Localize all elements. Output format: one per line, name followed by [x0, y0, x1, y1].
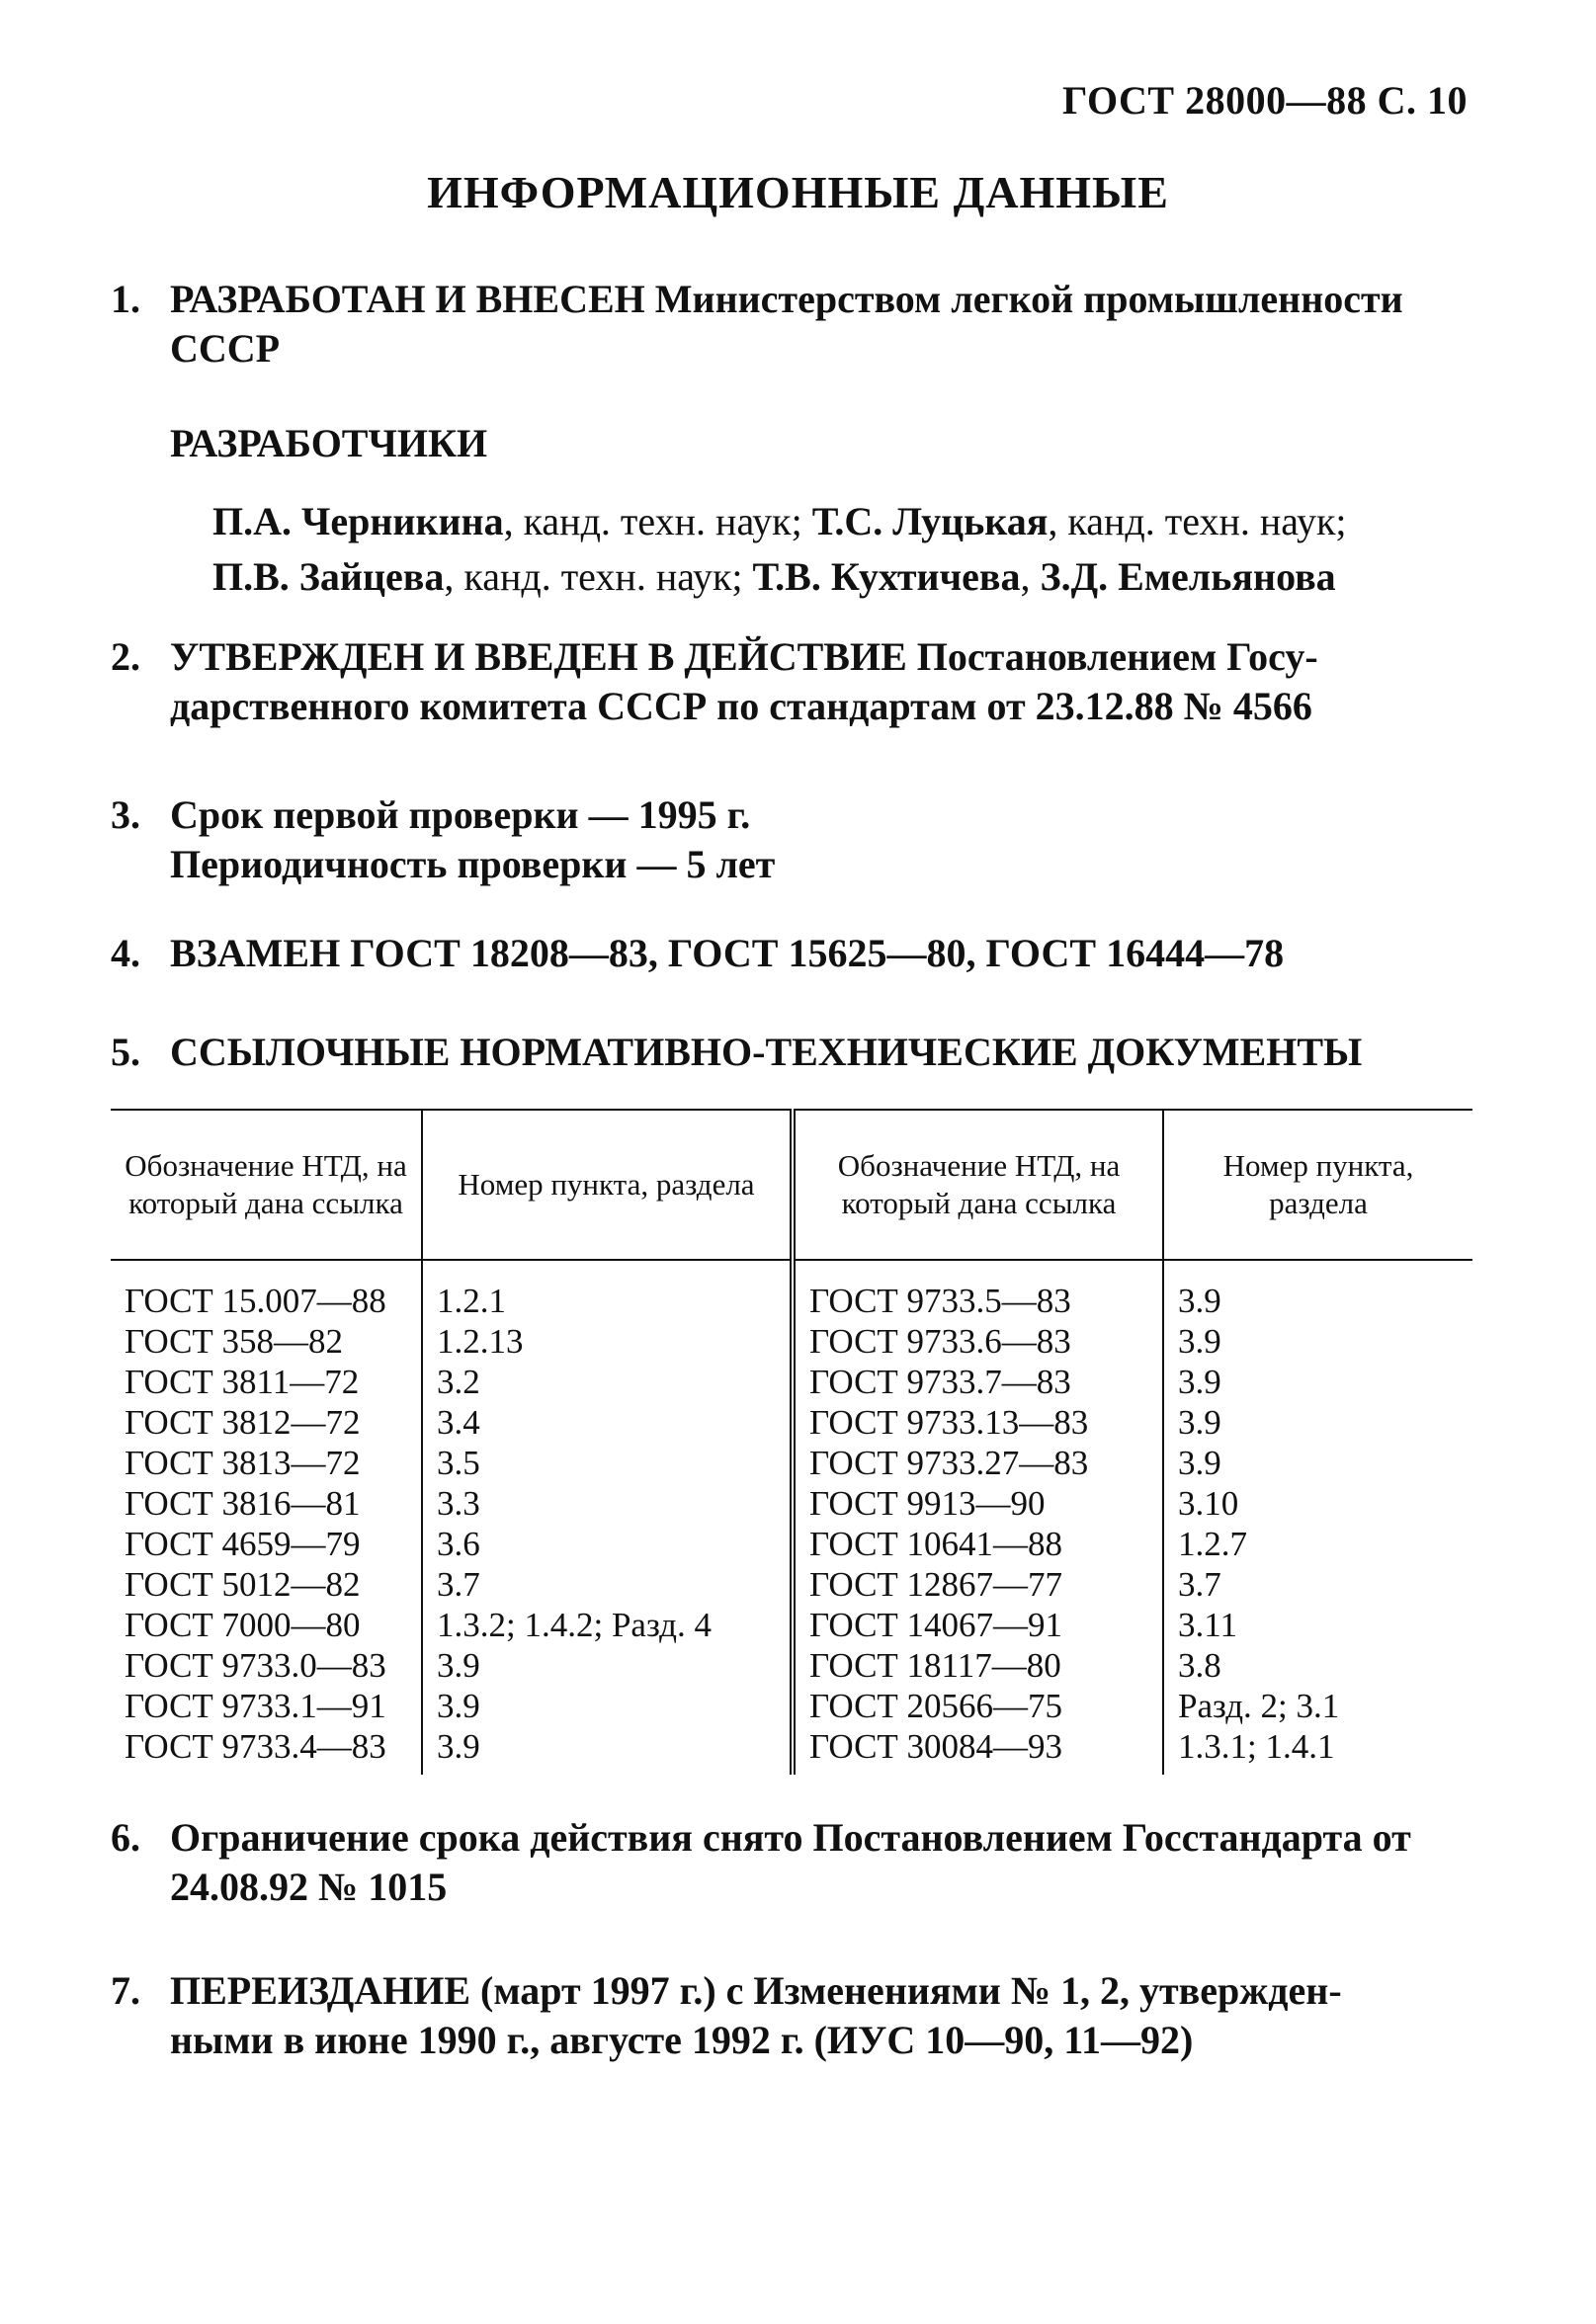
section-text: ВЗАМЕН ГОСТ 18208—83, ГОСТ 15625—80, ГОСТ 16444—78: [170, 931, 1285, 975]
section-line: Ограничение срока действия снято Постановлением Госстандарта от: [170, 1815, 1411, 1860]
column-header-item: Номер пункта, раздела: [1163, 1110, 1472, 1260]
column-header-doc: Обозначение НТД, на который дана ссылка: [793, 1110, 1163, 1260]
table-header-row: [111, 1110, 1472, 1260]
developer-name: Т.В. Кухтичева: [752, 554, 1021, 599]
developer-degree: канд. техн. наук;: [463, 554, 743, 599]
running-head: ГОСТ 28000—88 С. 10: [1061, 78, 1468, 123]
cell-item: 1.3.1; 1.4.1: [1178, 1727, 1335, 1766]
cell-item: 3.9: [422, 1645, 793, 1686]
section-text: [170, 1813, 1411, 1912]
column-header-item: Номер пункта, раздела: [422, 1110, 793, 1260]
section-text: [170, 275, 1403, 374]
table-row: [111, 1362, 1472, 1402]
developer-degree: канд. техн. наук;: [1067, 499, 1347, 543]
table-row: [111, 1524, 1472, 1564]
cell-doc: ГОСТ 9733.13—83: [793, 1402, 1163, 1443]
section-line: дарственного комитета СССР по стандартам от 23.12.88 № 4566: [170, 684, 1312, 728]
cell-item: 3.5: [422, 1443, 793, 1483]
section-text: [170, 632, 1318, 731]
table-row: [111, 1645, 1472, 1686]
section-number: 1.: [111, 277, 140, 321]
section-line: Периодичность проверки — 5 лет: [170, 842, 776, 886]
developers-heading: РАЗРАБОТЧИКИ: [170, 421, 488, 465]
cell-item: 1.3.2; 1.4.2; Разд. 4: [422, 1605, 793, 1645]
section-number: 3.: [111, 792, 140, 837]
cell-doc: ГОСТ 12867—77: [793, 1564, 1163, 1605]
section-line: ными в июне 1990 г., августе 1992 г. (ИУС 10—90, 11—92): [170, 2018, 1194, 2062]
cell-item: 1.2.1: [422, 1260, 793, 1321]
developer-name: П.В. Зайцева: [212, 554, 445, 599]
section-body-line2: СССР: [170, 326, 281, 371]
cell-doc: ГОСТ 14067—91: [793, 1605, 1163, 1645]
cell-doc: ГОСТ 7000—80: [111, 1605, 422, 1645]
section-number: 4.: [111, 931, 140, 975]
section-line: УТВЕРЖДЕН И ВВЕДЕН В ДЕЙСТВИЕ Постановлением Госу-: [170, 634, 1318, 679]
table-row: [111, 1402, 1472, 1443]
table-row: [111, 1726, 1472, 1775]
section-text: [170, 790, 775, 889]
section-number: 7.: [111, 1968, 140, 2013]
cell-doc: ГОСТ 3812—72: [111, 1402, 422, 1443]
cell-item: 3.10: [1178, 1484, 1239, 1523]
cell-doc: ГОСТ 18117—80: [793, 1645, 1163, 1686]
cell-doc: ГОСТ 9733.0—83: [111, 1645, 422, 1686]
cell-item: 3.11: [1178, 1606, 1237, 1644]
cell-doc: ГОСТ 15.007—88: [111, 1260, 422, 1321]
developers-list: П.А. Черникина, канд. техн. наук; Т.С. Луцькая, канд. техн. наук; П.В. Зайцева, канд. техн. наук; Т.В. Кухтичева, З.Д. Емельянова: [212, 499, 1347, 599]
table-row: [111, 1605, 1472, 1645]
table-row: [111, 1260, 1472, 1321]
cell-doc: ГОСТ 4659—79: [111, 1524, 422, 1564]
cell-item: Разд. 2; 3.1: [1178, 1687, 1340, 1725]
cell-doc: ГОСТ 30084—93: [793, 1726, 1163, 1775]
cell-item: 3.7: [422, 1564, 793, 1605]
cell-item: 1.2.13: [422, 1321, 793, 1362]
table-row: [111, 1564, 1472, 1605]
developer-name: Т.С. Луцькая: [811, 499, 1049, 543]
section-lead: РАЗРАБОТАН И ВНЕСЕН: [170, 277, 645, 321]
cell-item: 3.9: [1178, 1322, 1221, 1361]
cell-doc: ГОСТ 9733.4—83: [111, 1726, 422, 1775]
cell-item: 3.8: [1178, 1646, 1221, 1685]
cell-doc: ГОСТ 3813—72: [111, 1443, 422, 1483]
cell-item: 3.7: [1178, 1565, 1221, 1604]
section-line: 24.08.92 № 1015: [170, 1865, 448, 1909]
cell-doc: ГОСТ 9733.7—83: [793, 1362, 1163, 1402]
cell-item: 3.9: [422, 1726, 793, 1775]
reference-documents-table: [111, 1109, 1472, 1775]
section-line: ПЕРЕИЗДАНИЕ (март 1997 г.) с Изменениями № 1, 2, утвержден-: [170, 1968, 1342, 2013]
table-row: [111, 1443, 1472, 1483]
column-header-doc: Обозначение НТД, на который дана ссылка: [111, 1110, 422, 1260]
table-row: [111, 1686, 1472, 1726]
section-number: 5.: [111, 1030, 140, 1074]
cell-doc: ГОСТ 9733.1—91: [111, 1686, 422, 1726]
cell-doc: ГОСТ 9733.6—83: [793, 1321, 1163, 1362]
cell-item: 3.2: [422, 1362, 793, 1402]
section-number: 2.: [111, 634, 140, 679]
developer-name: З.Д. Емельянова: [1040, 554, 1336, 599]
developer-name: П.А. Черникина: [212, 499, 504, 543]
cell-item: 3.4: [422, 1402, 793, 1443]
table-row: [111, 1321, 1472, 1362]
cell-item: 3.9: [1178, 1444, 1221, 1482]
page-title: ИНФОРМАЦИОННЫЕ ДАННЫЕ: [427, 167, 1169, 217]
cell-item: 3.9: [1178, 1363, 1221, 1401]
cell-doc: ГОСТ 9733.27—83: [793, 1443, 1163, 1483]
developer-degree: канд. техн. наук;: [523, 499, 802, 543]
cell-doc: ГОСТ 5012—82: [111, 1564, 422, 1605]
section-number: 6.: [111, 1815, 140, 1860]
table-row: [111, 1483, 1472, 1524]
section-text: ССЫЛОЧНЫЕ НОРМАТИВНО-ТЕХНИЧЕСКИЕ ДОКУМЕНТЫ: [170, 1030, 1363, 1074]
cell-doc: ГОСТ 3811—72: [111, 1362, 422, 1402]
cell-doc: ГОСТ 3816—81: [111, 1483, 422, 1524]
section-line: Срок первой проверки — 1995 г.: [170, 792, 751, 837]
cell-doc: ГОСТ 358—82: [111, 1321, 422, 1362]
cell-doc: ГОСТ 9733.5—83: [793, 1260, 1163, 1321]
cell-doc: ГОСТ 9913—90: [793, 1483, 1163, 1524]
cell-doc: ГОСТ 20566—75: [793, 1686, 1163, 1726]
cell-item: 3.9: [422, 1686, 793, 1726]
cell-item: 3.9: [1178, 1282, 1221, 1320]
cell-doc: ГОСТ 10641—88: [793, 1524, 1163, 1564]
cell-item: 3.6: [422, 1524, 793, 1564]
cell-item: 1.2.7: [1178, 1525, 1247, 1563]
table-body: [111, 1260, 1472, 1775]
cell-item: 3.9: [1178, 1403, 1221, 1442]
section-body: Министерством легкой промышленности: [654, 277, 1403, 321]
section-text: [170, 1966, 1342, 2065]
cell-item: 3.3: [422, 1483, 793, 1524]
